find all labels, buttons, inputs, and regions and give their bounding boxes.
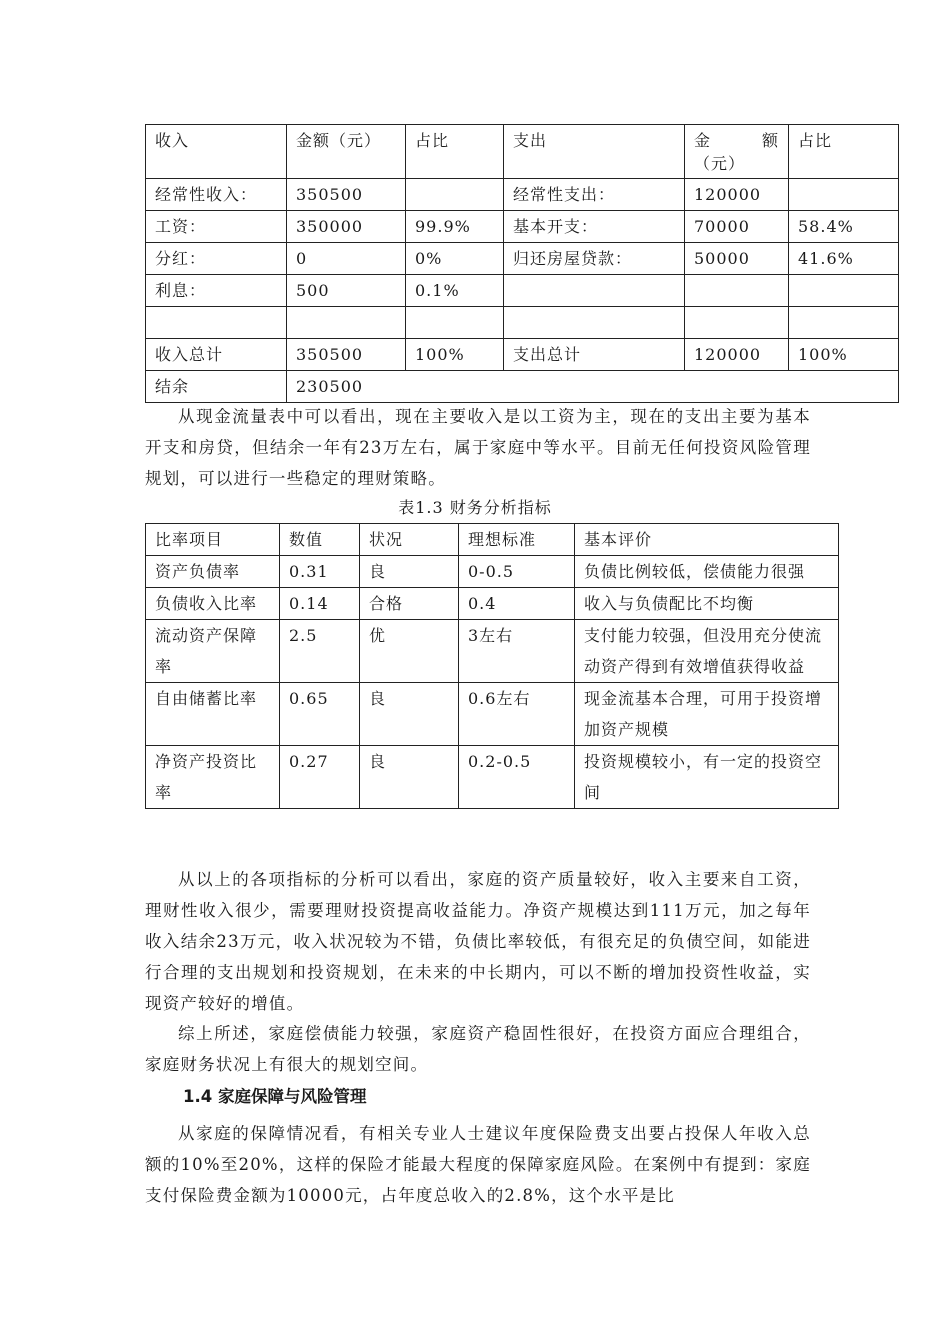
table-cell: 0.2-0.5 <box>459 746 575 809</box>
table-cell: 0-0.5 <box>459 556 575 588</box>
table-cell: 现金流基本合理，可用于投资增加资产规模 <box>575 683 839 746</box>
table-cell: 100% <box>406 339 504 371</box>
table-cell: 良 <box>360 556 459 588</box>
header-amount-char: 金 <box>694 131 712 150</box>
table-cell: 收入与负债配比不均衡 <box>575 588 839 620</box>
cashflow-header-row <box>146 125 899 179</box>
table-cell <box>685 307 789 339</box>
table-cell: 120000 <box>685 339 789 371</box>
header-cell: 基本评价 <box>575 524 839 556</box>
table-cell: 良 <box>360 683 459 746</box>
balance-label: 结余 <box>146 371 287 403</box>
table-cell <box>789 307 899 339</box>
table-cell: 350500 <box>287 179 406 211</box>
table-cell: 0.1% <box>406 275 504 307</box>
table-cell: 归还房屋贷款： <box>504 243 685 275</box>
table-cell: 350000 <box>287 211 406 243</box>
paragraph-cashflow-summary: 从现金流量表中可以看出，现在主要收入是以工资为主，现在的支出主要为基本开支和房贷，但结余一年有23万左右，属于家庭中等水平。目前无任何投资风险管理规划，可以进行一些稳定的理财策略。 <box>145 407 811 488</box>
table-cell: 0.14 <box>280 588 360 620</box>
paragraph-insurance: 从家庭的保障情况看，有相关专业人士建议年度保险费支出要占投保人年收入总额的10%至20%，这样的保险才能最大程度的保障家庭风险。在案例中有提到：家庭支付保险费金额为10000元，占年度总收入的2.8%，这个水平是比 <box>145 1124 811 1205</box>
table-cell: 0.4 <box>459 588 575 620</box>
table-cell: 58.4% <box>789 211 899 243</box>
header-cell: 数值 <box>280 524 360 556</box>
table-cell <box>789 275 899 307</box>
header-cell: 金额（元） <box>287 125 406 179</box>
table-cell: 自由储蓄比率 <box>146 683 280 746</box>
cashflow-row <box>146 211 899 243</box>
cashflow-row <box>146 179 899 211</box>
ratio-table <box>145 523 839 809</box>
table-cell: 500 <box>287 275 406 307</box>
table-cell: 合格 <box>360 588 459 620</box>
table-cell: 支付能力较强，但没用充分使流动资产得到有效增值获得收益 <box>575 620 839 683</box>
balance-value: 230500 <box>287 371 899 403</box>
table-cell: 99.9% <box>406 211 504 243</box>
table-cell: 0 <box>287 243 406 275</box>
table-cell <box>146 307 287 339</box>
table-cell: 优 <box>360 620 459 683</box>
cashflow-table <box>145 124 899 403</box>
table-cell <box>406 307 504 339</box>
table-cell: 经常性支出： <box>504 179 685 211</box>
header-amount-top <box>694 129 779 152</box>
paragraph-conclusion: 综上所述，家庭偿债能力较强，家庭资产稳固性很好，在投资方面应合理组合，家庭财务状况上有很大的规划空间。 <box>145 1024 811 1074</box>
cashflow-row <box>146 243 899 275</box>
table-cell <box>504 275 685 307</box>
header-cell: 占比 <box>406 125 504 179</box>
ratio-row <box>146 746 839 809</box>
header-cell: 收入 <box>146 125 287 179</box>
balance-row <box>146 371 899 403</box>
table-cell: 工资： <box>146 211 287 243</box>
table-cell <box>287 307 406 339</box>
cashflow-body <box>146 179 899 371</box>
ratio-body <box>146 556 839 809</box>
cashflow-row <box>146 275 899 307</box>
table-cell: 0% <box>406 243 504 275</box>
table-cell: 0.31 <box>280 556 360 588</box>
table-cell: 70000 <box>685 211 789 243</box>
table-cell: 350500 <box>287 339 406 371</box>
header-cell: 比率项目 <box>146 524 280 556</box>
table-cell <box>789 179 899 211</box>
table-cell: 100% <box>789 339 899 371</box>
table-cell <box>504 307 685 339</box>
table-cell: 负债收入比率 <box>146 588 280 620</box>
table-caption: 表1.3 财务分析指标 <box>398 498 552 517</box>
table-cell: 0.65 <box>280 683 360 746</box>
header-cell: 支出 <box>504 125 685 179</box>
ratio-header-row <box>146 524 839 556</box>
ratio-row <box>146 683 839 746</box>
table-cell <box>685 275 789 307</box>
table-cell: 2.5 <box>280 620 360 683</box>
table-cell: 负债比例较低，偿债能力很强 <box>575 556 839 588</box>
table-cell: 收入总计 <box>146 339 287 371</box>
table-cell: 经常性收入： <box>146 179 287 211</box>
ratio-row <box>146 588 839 620</box>
table-cell: 分红： <box>146 243 287 275</box>
header-cell: 占比 <box>789 125 899 179</box>
table-cell: 3左右 <box>459 620 575 683</box>
ratio-row <box>146 620 839 683</box>
table-cell: 50000 <box>685 243 789 275</box>
table-cell: 0.6左右 <box>459 683 575 746</box>
table-cell: 120000 <box>685 179 789 211</box>
header-cell <box>685 125 789 179</box>
table-cell <box>406 179 504 211</box>
table-cell: 基本开支： <box>504 211 685 243</box>
ratio-row <box>146 556 839 588</box>
header-cell: 理想标准 <box>459 524 575 556</box>
header-amount-char: 额 <box>761 131 779 150</box>
table-cell: 支出总计 <box>504 339 685 371</box>
table-cell: 资产负债率 <box>146 556 280 588</box>
cashflow-row <box>146 339 899 371</box>
cashflow-row <box>146 307 899 339</box>
table-cell: 利息： <box>146 275 287 307</box>
paragraph-indicator-analysis: 从以上的各项指标的分析可以看出，家庭的资产质量较好，收入主要来自工资，理财性收入很少，需要理财投资提高收益能力。净资产规模达到111万元，加之每年收入结余23万元，收入状况较为不错，负债比率较低，有很充足的负债空间，如能进行合理的支出规划和投资规划，在未来的中长期内，可以不断的增加投资性收益，实现资产较好的增值。 <box>145 870 811 1013</box>
table-cell: 良 <box>360 746 459 809</box>
table-cell: 净资产投资比率 <box>146 746 280 809</box>
table-cell: 流动资产保障率 <box>146 620 280 683</box>
table-cell: 投资规模较小，有一定的投资空间 <box>575 746 839 809</box>
table-cell: 41.6% <box>789 243 899 275</box>
header-cell: 状况 <box>360 524 459 556</box>
table-cell: 0.27 <box>280 746 360 809</box>
header-amount-unit: （元） <box>694 154 746 173</box>
section-heading: 1.4 家庭保障与风险管理 <box>183 1087 367 1106</box>
